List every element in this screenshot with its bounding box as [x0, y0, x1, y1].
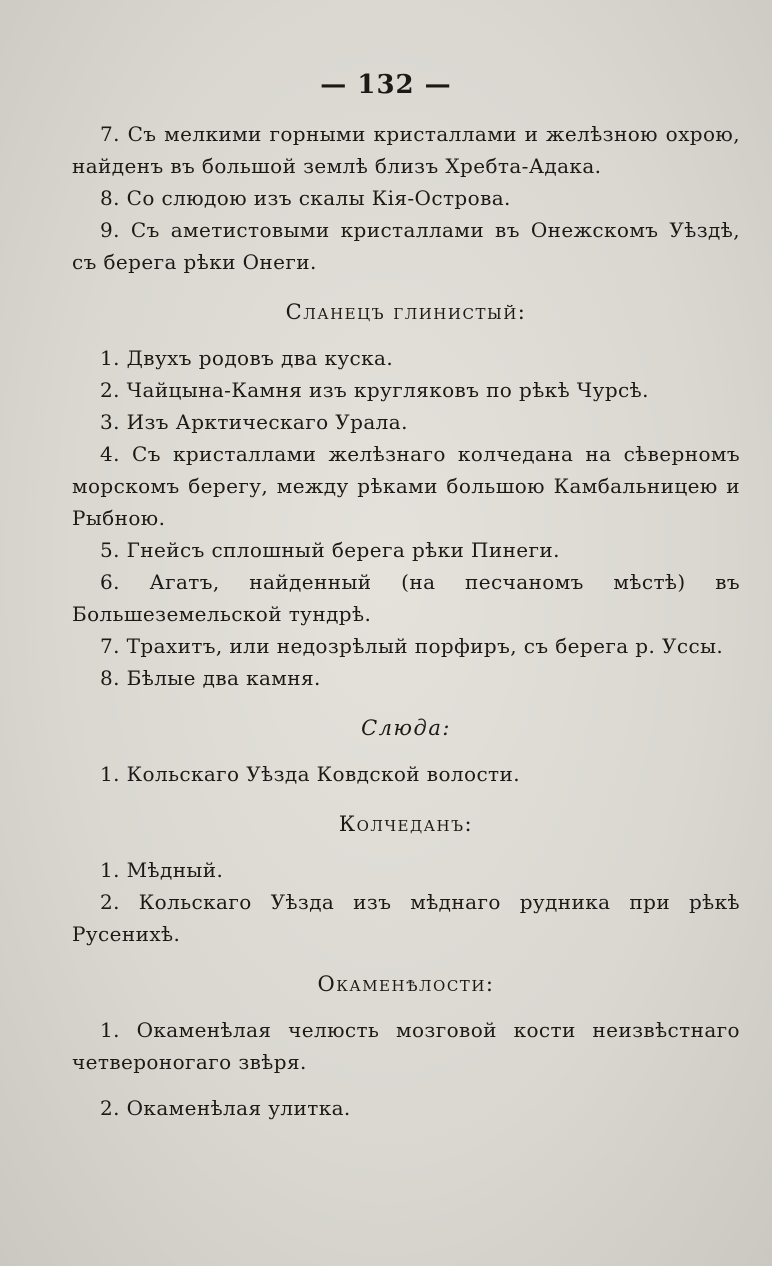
section-heading: Слюда: [361, 716, 451, 740]
spacer [72, 1078, 740, 1092]
list-item: 7. Трахитъ, или недозрѣлый порфиръ, съ берега р. Уссы. [100, 634, 724, 658]
list-item: 2. Кольскаго Уѣзда изъ мѣднаго рудника при рѣкѣ Русенихѣ. [72, 890, 740, 946]
list-item: 2. Чайцына-Камня изъ кругляковъ по рѣкѣ Чурсѣ. [100, 378, 649, 402]
list-item: 3. Изъ Арктическаго Урала. [100, 410, 408, 434]
list-item: 6. Агатъ, найденный (на песчаномъ мѣстѣ) въ Большеземельской тундрѣ. [72, 570, 740, 626]
section-heading: Колчеданъ: [338, 812, 474, 836]
list-item: 7. Съ мелкими горными кристаллами и желѣзною охрою, найденъ въ большой землѣ близъ Хребта-Адака. [72, 122, 740, 178]
page-number: — 132 — [320, 70, 452, 100]
list-item: 1. Двухъ родовъ два куска. [100, 346, 394, 370]
list-item: 1. Окаменѣлая челюсть мозговой кости неизвѣстнаго четвероногаго звѣря. [72, 1018, 740, 1074]
section-heading: Окаменѣлости: [317, 972, 495, 996]
list-item: 1. Мѣдный. [100, 858, 224, 882]
list-item: 1. Кольскаго Уѣзда Ковдской волости. [100, 762, 520, 786]
list-item: 9. Съ аметистовыми кристаллами въ Онежскомъ Уѣздѣ, съ берега рѣки Онеги. [72, 218, 740, 274]
list-item: 2. Окаменѣлая улитка. [100, 1096, 351, 1120]
list-item: 4. Съ кристаллами желѣзнаго колчедана на сѣверномъ морскомъ берегу, между рѣками большою Камбальницею и Рыбною. [72, 442, 740, 530]
section-heading: Сланецъ глинистый: [285, 300, 527, 324]
list-item: 8. Со слюдою изъ скалы Кія-Острова. [100, 186, 511, 210]
list-item: 5. Гнейсъ сплошный берега рѣки Пинеги. [100, 538, 560, 562]
list-item: 8. Бѣлые два камня. [100, 666, 321, 690]
page-body [72, 118, 740, 1124]
